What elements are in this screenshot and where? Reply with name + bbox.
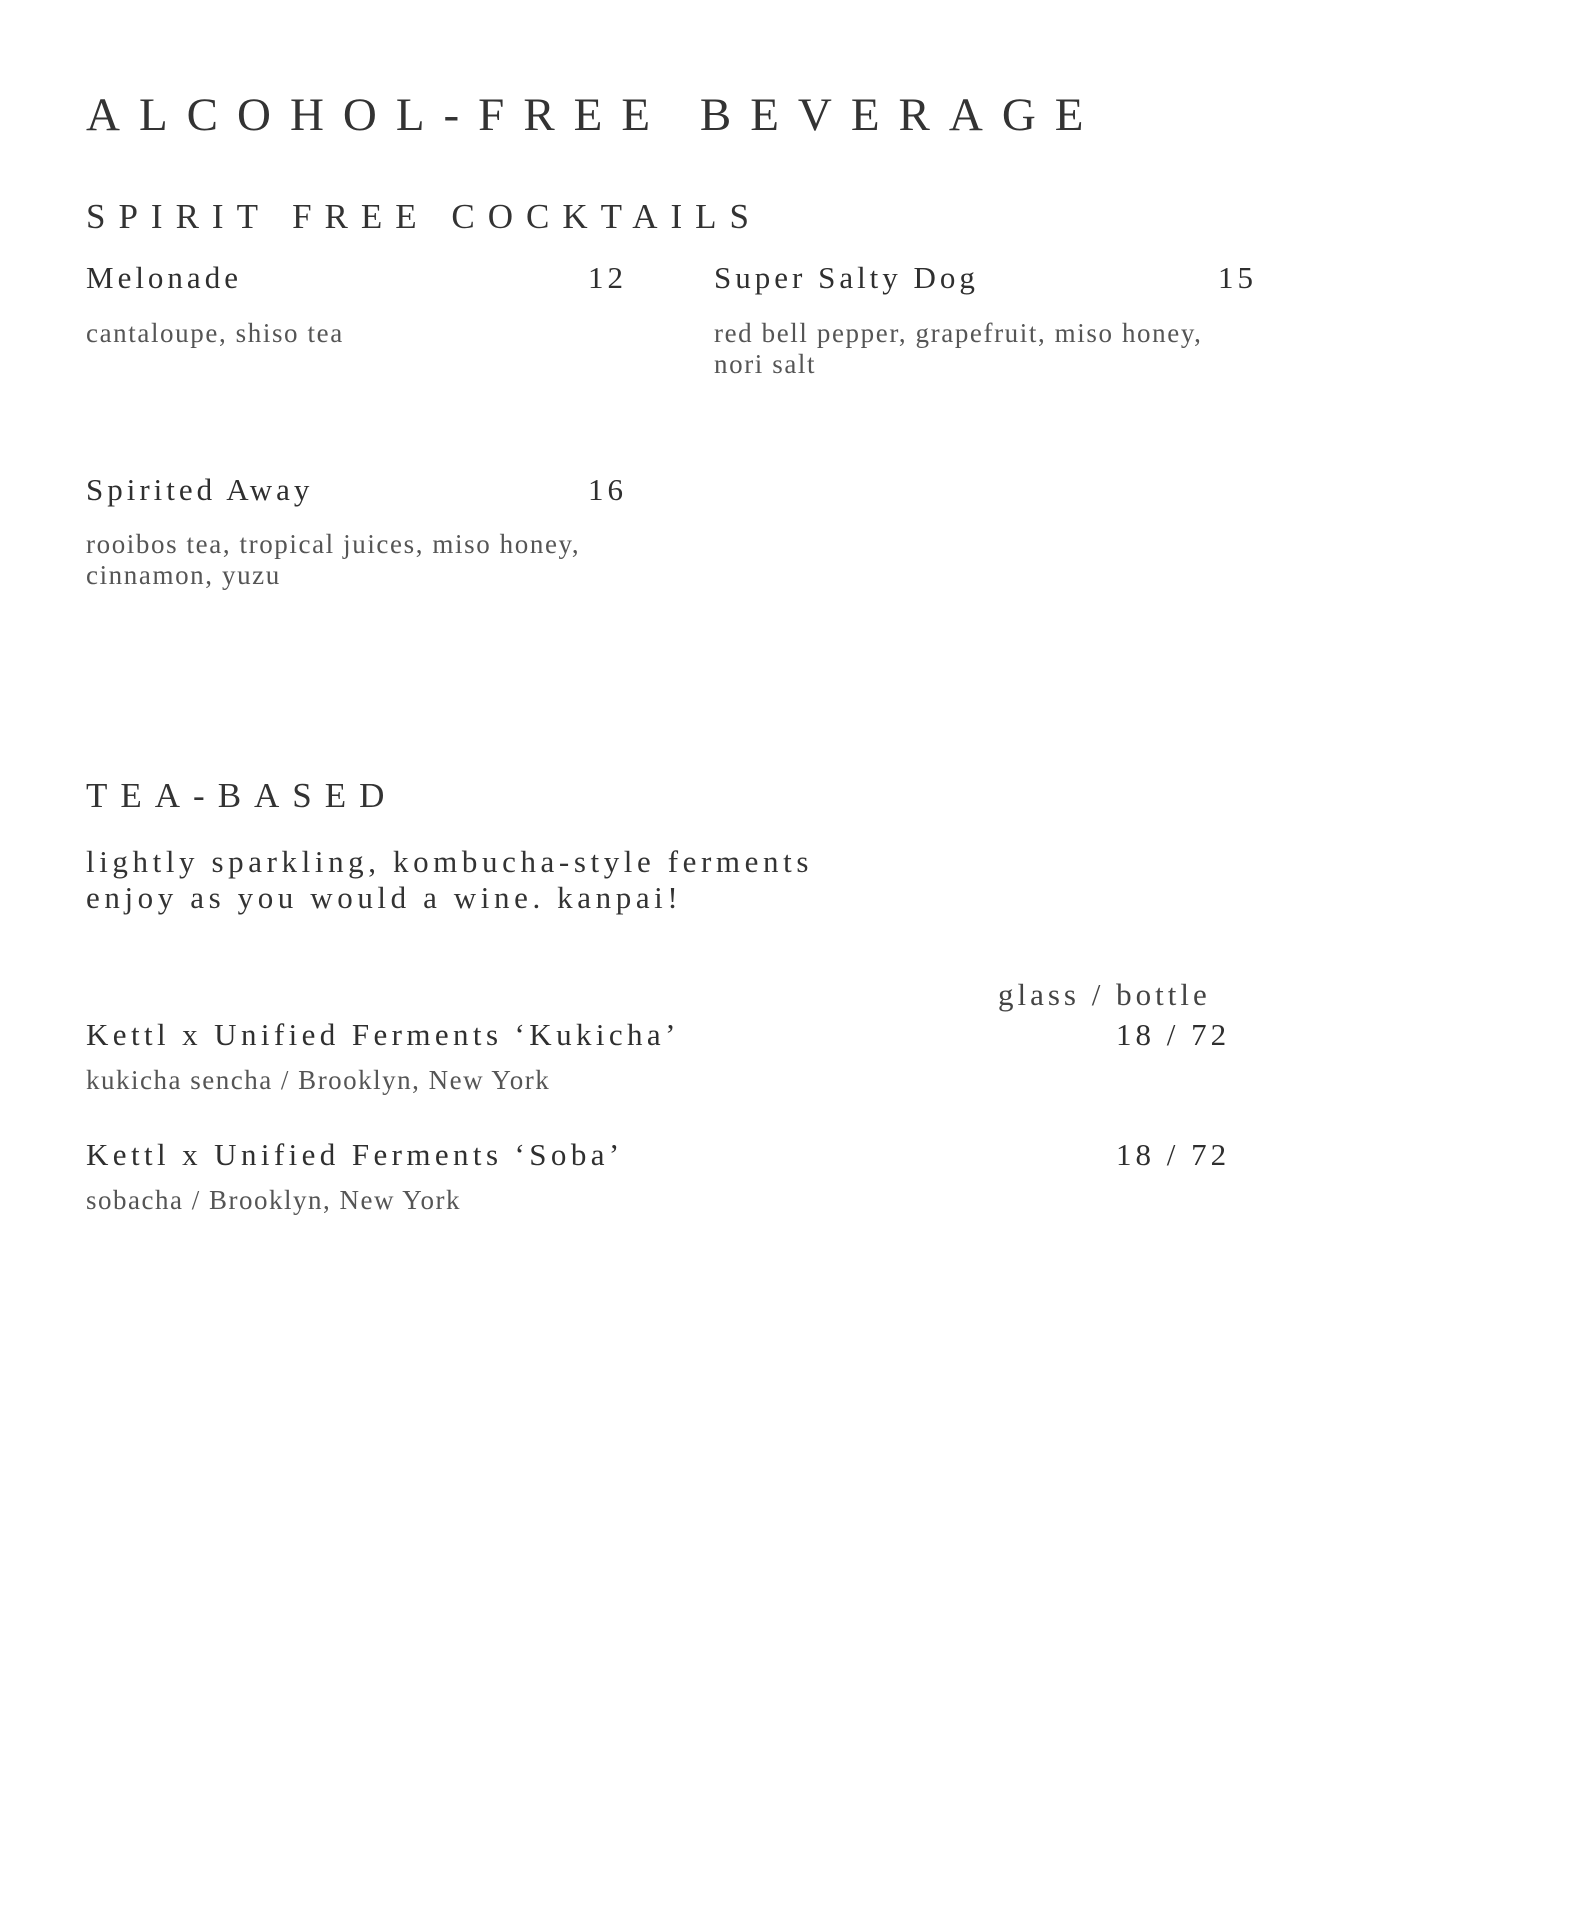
item-name: Kettl x Unified Ferments ‘Kukicha’	[86, 1017, 680, 1052]
item-description: rooibos tea, tropical juices, miso honey, cinnamon, yuzu	[86, 529, 581, 590]
item-price: 12	[588, 260, 627, 295]
item-name: Kettl x Unified Ferments ‘Soba’	[86, 1137, 624, 1172]
tea-intro-line: enjoy as you would a wine. kanpai!	[86, 880, 683, 915]
page-title: ALCOHOL-FREE BEVERAGE	[86, 89, 1103, 141]
item-name: Spirited Away	[86, 472, 314, 507]
item-price: 18 / 72	[1116, 1137, 1231, 1172]
price-column-header: glass / bottle	[998, 977, 1211, 1012]
item-description: kukicha sencha / Brooklyn, New York	[86, 1065, 551, 1095]
item-description: red bell pepper, grapefruit, miso honey, nori salt	[714, 318, 1203, 379]
section-title-spirit-free: SPIRIT FREE COCKTAILS	[86, 197, 762, 236]
item-description: sobacha / Brooklyn, New York	[86, 1185, 461, 1215]
tea-intro	[86, 844, 813, 916]
item-price: 18 / 72	[1116, 1017, 1231, 1052]
tea-intro-line: lightly sparkling, kombucha-style ferments	[86, 844, 813, 879]
section-title-tea-based: TEA-BASED	[86, 776, 398, 815]
item-description: cantaloupe, shiso tea	[86, 318, 344, 348]
item-name: Melonade	[86, 260, 242, 295]
item-price: 15	[1218, 260, 1257, 295]
item-name: Super Salty Dog	[714, 260, 979, 295]
item-price: 16	[588, 472, 627, 507]
